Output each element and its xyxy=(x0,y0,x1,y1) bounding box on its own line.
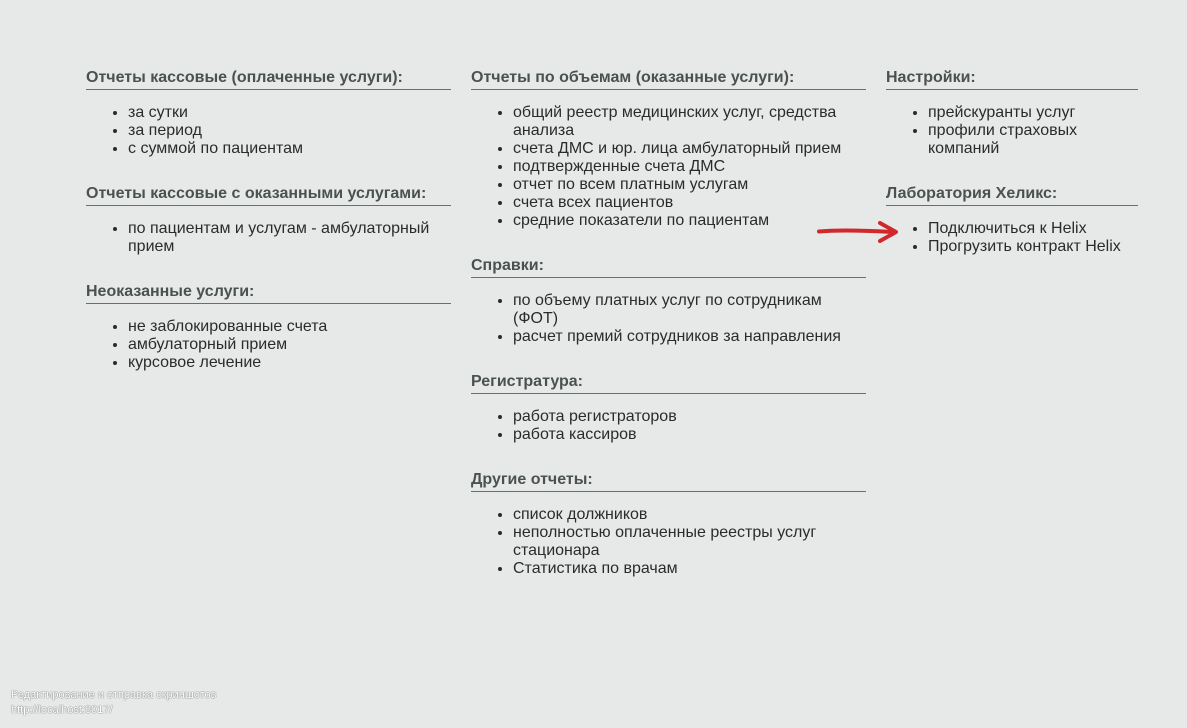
report-link-staff-volume[interactable]: по объему платных услуг по сотрудникам (ФОТ) xyxy=(513,292,822,327)
watermark-url: http://localhost:8017/ xyxy=(11,704,113,716)
list-item xyxy=(513,140,866,158)
report-link-average-indicators[interactable]: средние показатели по пациентам xyxy=(513,212,770,229)
report-link-day[interactable]: за сутки xyxy=(128,104,188,121)
column-volume-reports xyxy=(471,68,866,604)
list-item xyxy=(513,292,866,328)
list-item xyxy=(513,328,866,346)
list-item xyxy=(513,194,866,212)
report-link-staff-bonuses[interactable]: расчет премий сотрудников за направления xyxy=(513,328,841,345)
section-title: Неоказанные услуги: xyxy=(86,282,451,304)
link-list xyxy=(86,104,451,158)
list-item xyxy=(513,104,866,140)
report-link-doctor-stats[interactable]: Статистика по врачам xyxy=(513,560,678,577)
report-link-partially-paid[interactable]: неполностью оплаченные реестры услуг стационара xyxy=(513,524,817,559)
list-item xyxy=(513,560,866,578)
list-item xyxy=(513,506,866,524)
section-title: Справки: xyxy=(471,256,866,278)
section-title: Отчеты кассовые (оплаченные услуги): xyxy=(86,68,451,90)
list-item xyxy=(928,220,1138,238)
section-unrendered-services xyxy=(86,282,451,372)
link-list xyxy=(886,220,1138,256)
link-list xyxy=(86,220,451,256)
list-item xyxy=(513,426,866,444)
list-item xyxy=(928,122,1138,158)
list-item xyxy=(513,524,866,560)
list-item xyxy=(513,212,866,230)
screenshot-tool-watermark xyxy=(11,688,216,718)
report-link-registrars[interactable]: работа регистраторов xyxy=(513,408,677,425)
column-settings xyxy=(886,68,1138,282)
link-list xyxy=(471,408,866,444)
report-link-sum-by-patients[interactable]: с суммой по пациентам xyxy=(128,140,303,157)
report-link-confirmed-dms[interactable]: подтвержденные счета ДМС xyxy=(513,158,726,175)
list-item xyxy=(128,220,451,256)
list-item xyxy=(128,336,451,354)
report-link-debtors[interactable]: список должников xyxy=(513,506,648,523)
helix-connect-link[interactable]: Подключиться к Helix xyxy=(928,220,1087,237)
link-list xyxy=(471,292,866,346)
list-item xyxy=(513,176,866,194)
section-helix-lab xyxy=(886,184,1138,256)
section-title: Отчеты кассовые с оказанными услугами: xyxy=(86,184,451,206)
report-link-course-treatment[interactable]: курсовое лечение xyxy=(128,354,262,371)
settings-link-price-lists[interactable]: прейскуранты услуг xyxy=(928,104,1076,121)
report-link-patients-services[interactable]: по пациентам и услугам - амбулаторный прием xyxy=(128,220,430,255)
section-title: Отчеты по объемам (оказанные услуги): xyxy=(471,68,866,90)
report-link-outpatient[interactable]: амбулаторный прием xyxy=(128,336,288,353)
list-item xyxy=(513,408,866,426)
list-item xyxy=(128,318,451,336)
helix-load-contract-link[interactable]: Прогрузить контракт Helix xyxy=(928,238,1121,255)
list-item xyxy=(128,104,451,122)
column-cash-reports xyxy=(86,68,451,398)
list-item xyxy=(128,354,451,372)
section-title: Лаборатория Хеликс: xyxy=(886,184,1138,206)
link-list xyxy=(471,104,866,230)
list-item xyxy=(128,140,451,158)
red-arrow-icon xyxy=(816,220,900,244)
section-title: Регистратура: xyxy=(471,372,866,394)
list-item xyxy=(928,238,1138,256)
watermark-caption: Редактирование и отправка скриншотов xyxy=(11,689,217,701)
list-item xyxy=(513,158,866,176)
list-item xyxy=(128,122,451,140)
report-link-paid-services[interactable]: отчет по всем платным услугам xyxy=(513,176,749,193)
section-registry xyxy=(471,372,866,444)
settings-link-insurance-profiles[interactable]: профили страховых компаний xyxy=(928,122,1078,157)
section-title: Другие отчеты: xyxy=(471,470,866,492)
link-list xyxy=(886,104,1138,158)
report-link-dms-bills[interactable]: счета ДМС и юр. лица амбулаторный прием xyxy=(513,140,842,157)
report-link-all-patient-bills[interactable]: счета всех пациентов xyxy=(513,194,674,211)
report-link-general-registry[interactable]: общий реестр медицинских услуг, средства анализа xyxy=(513,104,837,139)
report-link-unblocked-bills[interactable]: не заблокированные счета xyxy=(128,318,328,335)
section-volume-reports xyxy=(471,68,866,230)
section-certificates xyxy=(471,256,866,346)
section-cash-paid xyxy=(86,68,451,158)
list-item xyxy=(928,104,1138,122)
link-list xyxy=(471,506,866,578)
link-list xyxy=(86,318,451,372)
section-cash-rendered xyxy=(86,184,451,256)
section-other-reports xyxy=(471,470,866,578)
report-link-cashiers[interactable]: работа кассиров xyxy=(513,426,637,443)
report-link-period[interactable]: за период xyxy=(128,122,202,139)
section-title: Настройки: xyxy=(886,68,1138,90)
section-settings xyxy=(886,68,1138,158)
